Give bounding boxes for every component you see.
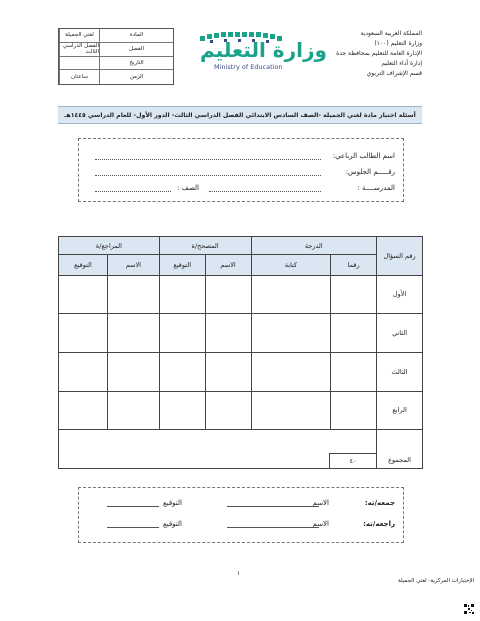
class-field[interactable] xyxy=(95,191,171,192)
directorate-label: الإدارة العامة للتعليم بمحافظة جدة xyxy=(336,50,422,57)
exam-title: أسئلة اختبار مادة لغتي الجميلة -الصف السادس الابتدائي الفصل الدراسي الثالث- الدور الأول- للعام الدراسي ١٤٤٥هـ xyxy=(58,106,422,124)
name-cell[interactable] xyxy=(107,275,159,314)
grade-cell[interactable] xyxy=(331,275,377,314)
name-cell[interactable] xyxy=(107,314,159,353)
reviewer-header: المراجع/ة xyxy=(59,237,160,255)
signature-cell[interactable] xyxy=(59,391,108,430)
table-row xyxy=(59,391,423,430)
table-row xyxy=(59,275,423,314)
info-label-date: التاريخ xyxy=(99,57,173,71)
collector-signature-label: التوقيع xyxy=(163,499,182,507)
ministry-logo-arabic: وزارة التعليم xyxy=(200,38,327,62)
question-row-label: الثالث xyxy=(377,352,423,391)
signature-cell[interactable] xyxy=(159,391,205,430)
name-cell[interactable] xyxy=(107,391,159,430)
signature-cell[interactable] xyxy=(59,275,108,314)
grade-header: الدرجة xyxy=(251,237,377,255)
reviewer-signature-label: التوقيع xyxy=(163,520,182,528)
reviewer-signature-header: التوقيع xyxy=(59,255,108,275)
reviewer-name-label: الاسم xyxy=(312,520,329,528)
ministry-logo-english: Ministry of Education xyxy=(214,63,283,71)
collector-name-label: الاسم xyxy=(312,499,329,507)
question-row-label: الرابع xyxy=(377,391,423,430)
name-cell[interactable] xyxy=(107,352,159,391)
reviewer-label: راجعه/ته: xyxy=(363,520,395,528)
grade-cell[interactable] xyxy=(331,352,377,391)
signature-cell[interactable] xyxy=(159,352,205,391)
grade-cell[interactable] xyxy=(331,391,377,430)
page-number: ١ xyxy=(237,570,241,577)
info-value-time: ساعتان xyxy=(59,70,99,84)
student-info-box xyxy=(78,138,404,202)
grading-table xyxy=(58,236,423,469)
question-number-header: رقم السؤال xyxy=(377,237,423,276)
ministry-label: وزارة التعليم (١٠٠) xyxy=(374,40,422,47)
corrector-name-header: الاسم xyxy=(205,255,251,275)
name-cell[interactable] xyxy=(205,314,251,353)
total-value: ٤٠ xyxy=(329,453,376,468)
info-value-subject: لغتي الجميلة xyxy=(59,29,99,43)
grade-cell[interactable] xyxy=(331,314,377,353)
info-label-class: الفصل xyxy=(99,43,173,57)
table-row xyxy=(59,314,423,353)
supervision-label: قسم الإشراف التربوي xyxy=(366,70,422,77)
corrector-signature-header: التوقيع xyxy=(159,255,205,275)
footer-label: الإختبارات المركزية- لغتي الجميلة xyxy=(398,578,475,584)
department-label: إدارة أداء التعليم xyxy=(381,60,422,67)
info-value-date xyxy=(59,57,99,71)
reviewer-name-header: الاسم xyxy=(107,255,159,275)
grade-cell[interactable] xyxy=(251,314,331,353)
signature-cell[interactable] xyxy=(59,314,108,353)
grade-words-header: كتابة xyxy=(251,255,331,275)
signature-box xyxy=(78,487,404,543)
question-row-label: الثاني xyxy=(377,314,423,353)
subject-info-table xyxy=(58,28,174,85)
student-name-label: اسم الطالب الرباعي: xyxy=(332,152,395,160)
name-cell[interactable] xyxy=(205,352,251,391)
grade-cell[interactable] xyxy=(251,391,331,430)
name-cell[interactable] xyxy=(205,275,251,314)
grade-cell[interactable] xyxy=(251,352,331,391)
total-label: المجموع xyxy=(377,430,423,469)
seat-number-label: رقـــــم الجلوس: xyxy=(345,168,395,176)
grade-cell[interactable] xyxy=(251,275,331,314)
signature-cell[interactable] xyxy=(159,275,205,314)
table-row xyxy=(59,352,423,391)
signature-cell[interactable] xyxy=(159,314,205,353)
question-row-label: الأول xyxy=(377,275,423,314)
info-label-time: الزمن xyxy=(99,70,173,84)
class-label: الصف : xyxy=(177,184,199,192)
signature-cell[interactable] xyxy=(59,352,108,391)
total-row xyxy=(59,430,423,469)
info-value-class: الفصل الدراسي الثالث xyxy=(59,43,99,57)
kingdom-label: المملكة العربية السعودية xyxy=(360,30,422,37)
collector-label: جمعه/ته: xyxy=(364,499,395,507)
school-field[interactable] xyxy=(209,191,321,192)
collector-name-field[interactable] xyxy=(227,506,319,507)
total-cell[interactable] xyxy=(59,430,377,469)
name-cell[interactable] xyxy=(205,391,251,430)
seat-number-field[interactable] xyxy=(95,175,321,176)
qr-code-icon xyxy=(464,604,474,614)
reviewer-signature-field[interactable] xyxy=(107,527,159,528)
reviewer-name-field[interactable] xyxy=(227,527,319,528)
grade-numbers-header: رقما xyxy=(331,255,377,275)
school-label: المدرســــة : xyxy=(357,184,395,192)
corrector-header: المصحح/ة xyxy=(159,237,251,255)
student-name-field[interactable] xyxy=(95,159,321,160)
collector-signature-field[interactable] xyxy=(107,506,159,507)
info-label-subject: المادة xyxy=(99,29,173,43)
